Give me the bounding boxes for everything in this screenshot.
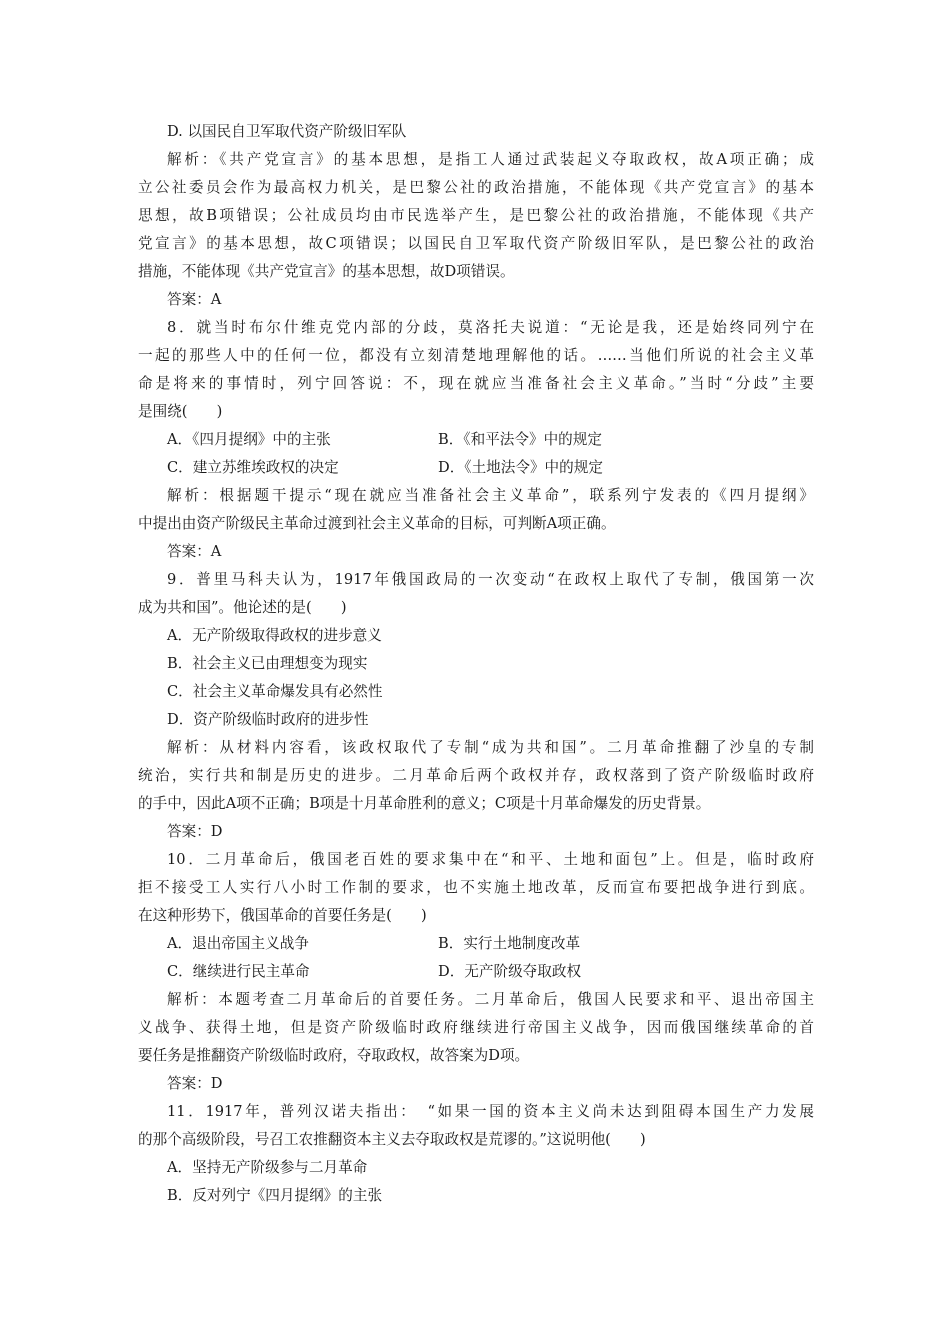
q10-stem-line: 拒不接受工人实行八小时工作制的要求，也不实施土地改革，反而宣布要把战争进行到底。 xyxy=(138,879,814,896)
q8-stem-line: 命是将来的事情时，列宁回答说：不，现在就应当准备社会主义革命。”当时“分歧”主要 xyxy=(138,375,814,392)
q9-stem-line: 9．普里马科夫认为，1917年俄国政局的一次变动“在政权上取代了专制，俄国第一次 xyxy=(167,571,814,588)
q8-option-d: D．《土地法令》中的规定 xyxy=(438,459,603,476)
q10-stem-line: 10．二月革命后，俄国老百姓的要求集中在“和平、土地和面包”上。但是，临时政府 xyxy=(167,851,814,868)
q8-stem-line: 是围绕( ) xyxy=(138,403,223,420)
q8-options-row xyxy=(138,454,814,482)
q10-analysis-line: 解析：本题考查二月革命后的首要任务。二月革命后，俄国人民要求和平、退出帝国主 xyxy=(167,991,814,1008)
q8-option-b: B．《和平法令》中的规定 xyxy=(438,431,602,448)
q10-answer: 答案：D xyxy=(167,1075,223,1092)
q7-analysis-line: 思想，故B项错误；公社成员均由市民选举产生，是巴黎公社的政治措施，不能体现《共产 xyxy=(138,207,814,224)
q10-stem-line: 在这种形势下，俄国革命的首要任务是( ) xyxy=(138,907,427,924)
q10-option-a: A．退出帝国主义战争 xyxy=(167,935,309,952)
q9-option-b: B．社会主义已由理想变为现实 xyxy=(167,655,368,672)
q11-option-a: A．坚持无产阶级参与二月革命 xyxy=(167,1159,368,1176)
document-page xyxy=(138,118,814,1210)
q11-stem-line: 的那个高级阶段，号召工农推翻资本主义去夺取政权是荒谬的。”这说明他( ) xyxy=(138,1131,646,1148)
q8-analysis-line: 中提出由资产阶级民主革命过渡到社会主义革命的目标，可判断A项正确。 xyxy=(138,515,616,532)
q10-options-row xyxy=(138,930,814,958)
q10-options-row xyxy=(138,958,814,986)
q9-analysis-line: 解析：从材料内容看，该政权取代了专制“成为共和国”。二月革命推翻了沙皇的专制 xyxy=(167,739,814,756)
q8-stem-line: 8．就当时布尔什维克党内部的分歧，莫洛托夫说道：“无论是我，还是始终同列宁在 xyxy=(167,319,814,336)
q9-analysis-line: 统治，实行共和制是历史的进步。二月革命后两个政权并存，政权落到了资产阶级临时政府 xyxy=(138,767,814,784)
q7-analysis-line: 党宣言》的基本思想，故C项错误；以国民自卫军取代资产阶级旧军队，是巴黎公社的政治 xyxy=(138,235,814,252)
q7-analysis-line: 解析：《共产党宣言》的基本思想，是指工人通过武装起义夺取政权，故A项正确；成 xyxy=(167,151,814,168)
q9-option-c: C．社会主义革命爆发具有必然性 xyxy=(167,683,383,700)
q10-option-d: D．无产阶级夺取政权 xyxy=(438,963,582,980)
q8-stem-line: 一起的那些人中的任何一位，都没有立刻清楚地理解他的话。……当他们所说的社会主义革 xyxy=(138,347,814,364)
q8-analysis-line: 解析：根据题干提示“现在就应当准备社会主义革命”，联系列宁发表的《四月提纲》 xyxy=(167,487,814,504)
q8-option-c: C．建立苏维埃政权的决定 xyxy=(167,459,339,476)
q11-option-b: B．反对列宁《四月提纲》的主张 xyxy=(167,1187,383,1204)
q7-answer: 答案：A xyxy=(167,291,222,308)
q10-option-c: C．继续进行民主革命 xyxy=(167,963,310,980)
q7-analysis-line: 措施，不能体现《共产党宣言》的基本思想，故D项错误。 xyxy=(138,263,515,280)
q8-option-a: A．《四月提纲》中的主张 xyxy=(167,431,331,448)
q7-analysis-line: 立公社委员会作为最高权力机关，是巴黎公社的政治措施，不能体现《共产党宣言》的基本 xyxy=(138,179,814,196)
q9-stem-line: 成为共和国”。他论述的是( ) xyxy=(138,599,347,616)
q10-analysis-line: 义战争、获得土地，但是资产阶级临时政府继续进行帝国主义战争，因而俄国继续革命的首 xyxy=(138,1019,814,1036)
q8-answer: 答案：A xyxy=(167,543,222,560)
q10-option-b: B．实行土地制度改革 xyxy=(438,935,581,952)
q8-options-row xyxy=(138,426,814,454)
q9-option-a: A．无产阶级取得政权的进步意义 xyxy=(167,627,382,644)
q7-option-d: D. 以国民自卫军取代资产阶级旧军队 xyxy=(167,123,407,140)
q9-analysis-line: 的手中，因此A项不正确；B项是十月革命胜利的意义；C项是十月革命爆发的历史背景。 xyxy=(138,795,711,812)
q11-stem-line: 11．1917年，普列汉诺夫指出： “如果一国的资本主义尚未达到阻碍本国生产力发展 xyxy=(167,1103,814,1120)
q9-answer: 答案：D xyxy=(167,823,223,840)
q9-option-d: D．资产阶级临时政府的进步性 xyxy=(167,711,369,728)
q10-analysis-line: 要任务是推翻资产阶级临时政府，夺取政权，故答案为D项。 xyxy=(138,1047,530,1064)
